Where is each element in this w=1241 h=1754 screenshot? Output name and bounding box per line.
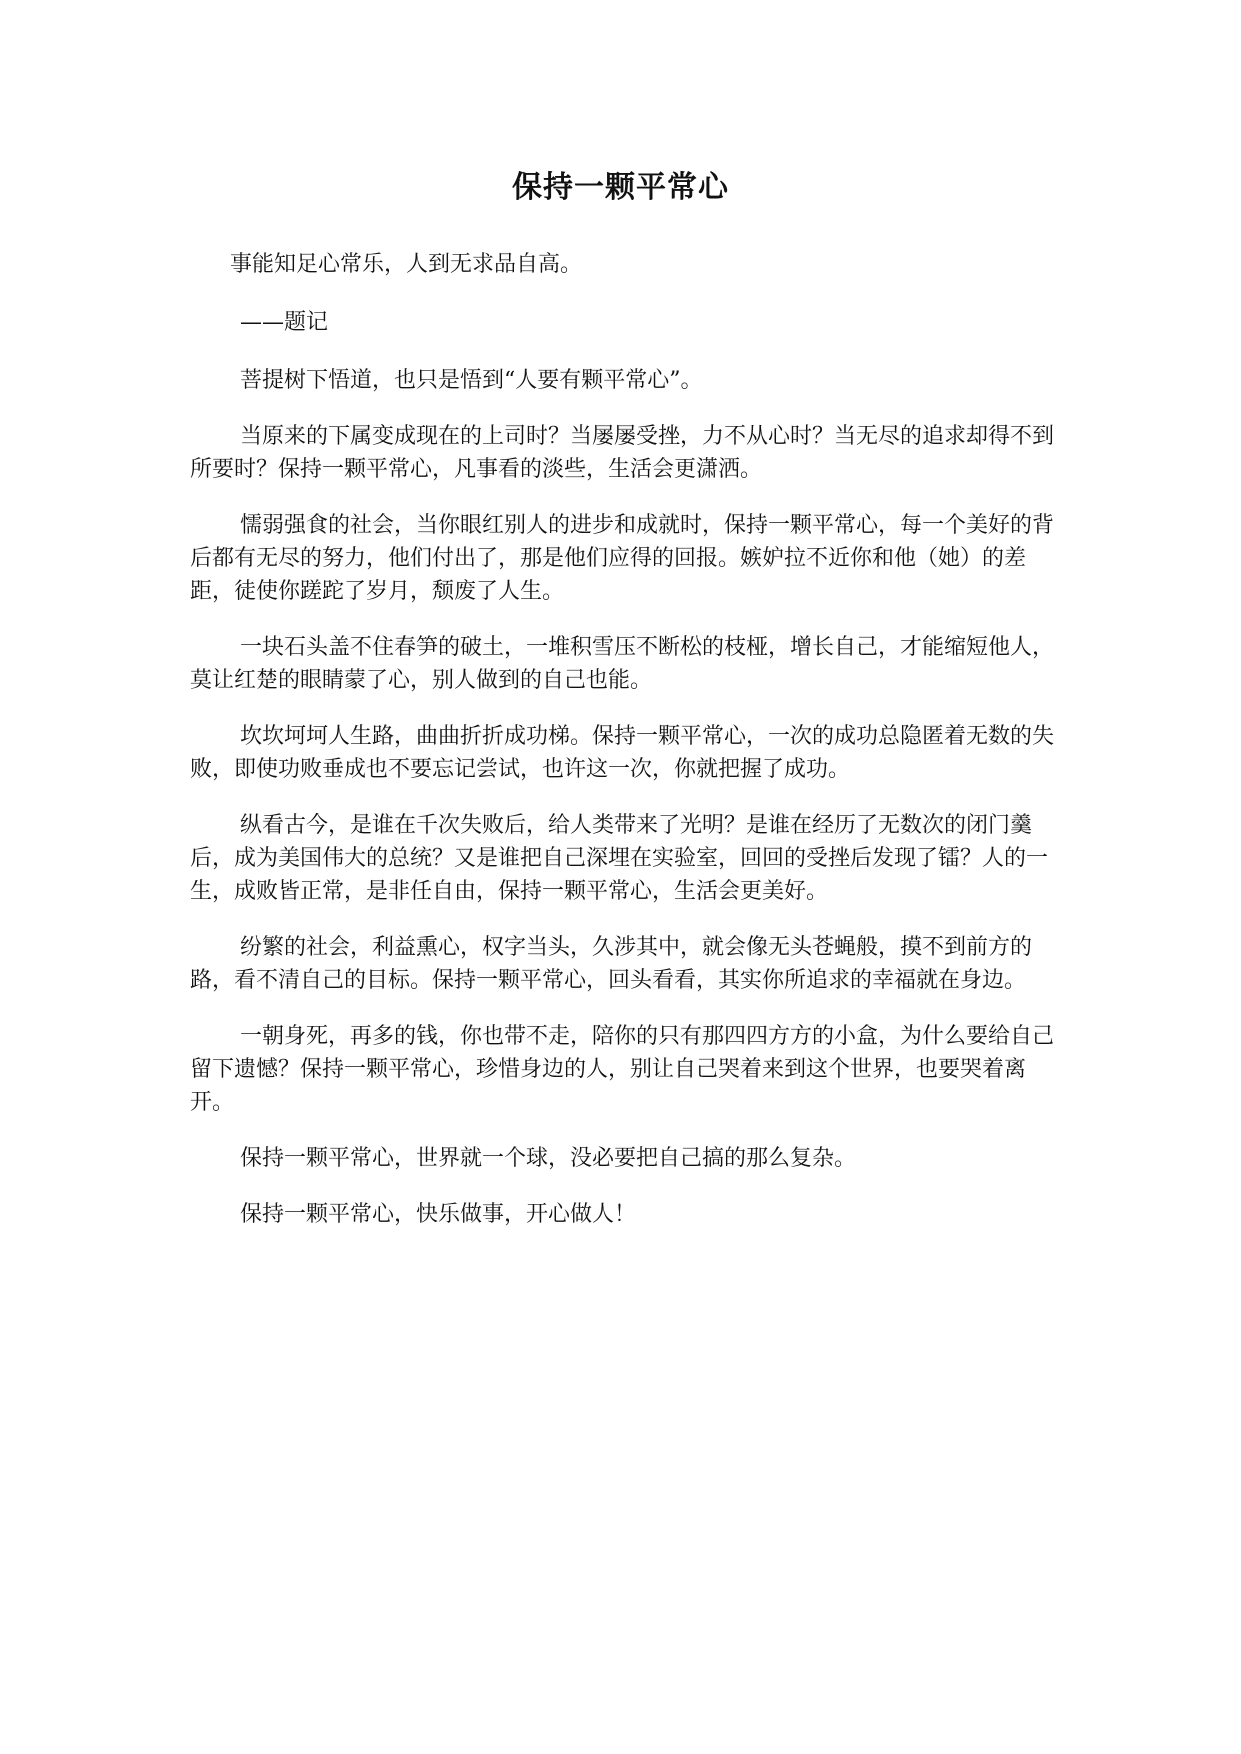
paragraph: 保持一颗平常心，世界就一个球，没必要把自己搞的那么复杂。	[240, 1146, 857, 1171]
paragraph: 当原来的下属变成现在的上司时？当屡屡受挫，力不从心时？当无尽的追求却得不到所要时？保持一颗平常心，凡事看的淡些，生活会更潇洒。	[190, 424, 1055, 482]
page-title: 保持一颗平常心	[512, 170, 729, 205]
paragraph: 纵看古今，是谁在千次失败后，给人类带来了光明？是谁在经历了无数次的闭门羹后，成为美国伟大的总统？又是谁把自己深埋在实验室，回回的受挫后发现了镭？人的一生，成败皆正常，是非任自由，保持一颗平常心，生活会更美好。	[190, 813, 1049, 904]
paragraph: 坎坎坷坷人生路，曲曲折折成功梯。保持一颗平常心，一次的成功总隐匿着无数的失败，即使功败垂成也不要忘记尝试，也许这一次，你就把握了成功。	[190, 724, 1055, 782]
paragraph: 懦弱强食的社会，当你眼红别人的进步和成就时，保持一颗平常心，每一个美好的背后都有无尽的努力，他们付出了，那是他们应得的回报。嫉妒拉不近你和他（她）的差距，徒使你蹉跎了岁月，颓废了人生。	[190, 513, 1055, 604]
epigraph-attribution: ——题记	[240, 310, 329, 335]
paragraph: 一块石头盖不住春笋的破土，一堆积雪压不断松的枝桠，增长自己，才能缩短他人，莫让红楚的眼睛蒙了心，别人做到的自己也能。	[190, 635, 1055, 693]
epigraph: 事能知足心常乐，人到无求品自高。	[230, 252, 583, 277]
paragraph: 纷繁的社会，利益熏心，权字当头，久涉其中，就会像无头苍蝇般，摸不到前方的路，看不清自己的目标。保持一颗平常心，回头看看，其实你所追求的幸福就在身边。	[190, 935, 1033, 993]
paragraph: 菩提树下悟道，也只是悟到“人要有颗平常心”。	[240, 368, 703, 393]
paragraph: 一朝身死，再多的钱，你也带不走，陪你的只有那四四方方的小盒，为什么要给自己留下遗憾？保持一颗平常心，珍惜身边的人，别让自己哭着来到这个世界，也要哭着离开。	[190, 1024, 1055, 1115]
paragraph: 保持一颗平常心，快乐做事，开心做人！	[240, 1202, 637, 1227]
document-body	[190, 248, 1060, 1254]
